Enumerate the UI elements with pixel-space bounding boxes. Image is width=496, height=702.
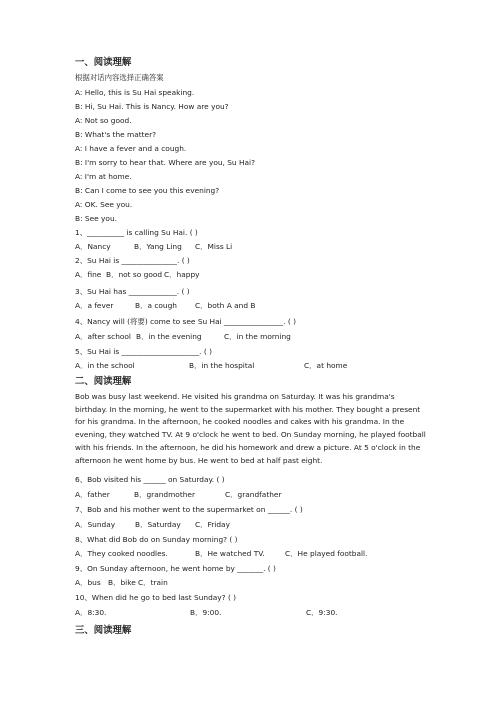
question-1: 1、__________ is calling Su Hai. ( ): [75, 228, 198, 237]
option-b: B．grandmother: [134, 490, 195, 499]
option-b: B．9:00.: [190, 608, 222, 617]
option-c: C．train: [138, 578, 168, 587]
option-c: C．9:30.: [306, 608, 338, 617]
option-c: C．Miss Li: [195, 242, 233, 251]
dialogue-line: B: I'm sorry to hear that. Where are you, Su Hai?: [75, 158, 256, 167]
option-a: A．Nancy: [75, 242, 111, 251]
question-10: 10、When did he go to bed last Sunday? ( ): [75, 593, 237, 602]
dialogue-line: A: I'm at home.: [75, 172, 132, 181]
section2-heading: 二、阅读理解: [75, 376, 132, 387]
option-b: B．in the hospital: [189, 361, 255, 370]
dialogue-line: B: What's the matter?: [75, 130, 157, 139]
option-c: C．grandfather: [225, 490, 282, 499]
option-b: B．He watched TV.: [195, 549, 265, 558]
option-a: A．father: [75, 490, 110, 499]
option-b: B．in the evening: [136, 332, 202, 341]
question-5: 5、Su Hai is _____________________. ( ): [75, 347, 212, 356]
option-c: C．both A and B: [195, 301, 256, 310]
option-a: A．8:30.: [75, 608, 107, 617]
option-a: A．fine: [75, 270, 102, 279]
question-6: 6、Bob visited his ______ on Saturday. ( ): [75, 475, 225, 484]
section1-heading: 一、阅读理解: [75, 57, 132, 68]
dialogue-line: B: Hi, Su Hai. This is Nancy. How are you?: [75, 102, 229, 111]
dialogue-line: B: Can I come to see you this evening?: [75, 186, 220, 195]
question-4: 4、Nancy will (将要) come to see Su Hai ________________. ( ): [75, 317, 296, 326]
option-b: B．a cough: [135, 301, 177, 310]
dialogue-line: A: Not so good.: [75, 116, 132, 125]
option-c: C．in the morning: [224, 332, 291, 341]
option-a: A．after school: [75, 332, 131, 341]
section1-instruction: 根据对话内容选择正确答案: [75, 73, 164, 82]
question-9: 9、On Sunday afternoon, he went home by _______. ( ): [75, 564, 276, 573]
option-a: A．a fever: [75, 301, 114, 310]
option-a: A．bus: [75, 578, 101, 587]
option-b: B．Saturday: [135, 520, 181, 529]
question-7: 7、Bob and his mother went to the supermarket on ______. ( ): [75, 505, 303, 514]
option-c: C．happy: [164, 270, 200, 279]
reading-passage: Bob was busy last weekend. He visited his grandma on Saturday. It was his grandma's birthday. In the morning, he went to the supermarket with his mother. They bought a present for his grandma. In the afternoon, he cooked noodles and cakes with his grandma. In the evening, they watched TV. At 9 o'clock he went to bed. On Sunday morning, he played football with his friends. In the afternoon, he did his homework and drew a picture. At 5 o'clock in the afternoon he went home by bus. He went to bed at half past eight.: [75, 392, 426, 465]
option-a: A．in the school: [75, 361, 135, 370]
option-a: A．Sunday: [75, 520, 116, 529]
question-3: 3、Su Hai has _____________. ( ): [75, 287, 190, 296]
section3-heading: 三、阅读理解: [75, 625, 132, 636]
dialogue-line: A: Hello, this is Su Hai speaking.: [75, 88, 195, 97]
question-8: 8、What did Bob do on Sunday morning? ( ): [75, 535, 238, 544]
dialogue-line: A: OK. See you.: [75, 200, 133, 209]
option-b: B．Yang Ling: [134, 242, 182, 251]
option-b: B．not so good: [106, 270, 163, 279]
option-a: A．They cooked noodles.: [75, 549, 168, 558]
option-b: B．bike: [108, 578, 136, 587]
option-c: C．Friday: [195, 520, 230, 529]
dialogue-line: B: See you.: [75, 214, 117, 223]
dialogue-line: A: I have a fever and a cough.: [75, 144, 187, 153]
option-c: C．He played football.: [285, 549, 368, 558]
question-2: 2、Su Hai is _______________. ( ): [75, 256, 190, 265]
option-c: C．at home: [304, 361, 348, 370]
